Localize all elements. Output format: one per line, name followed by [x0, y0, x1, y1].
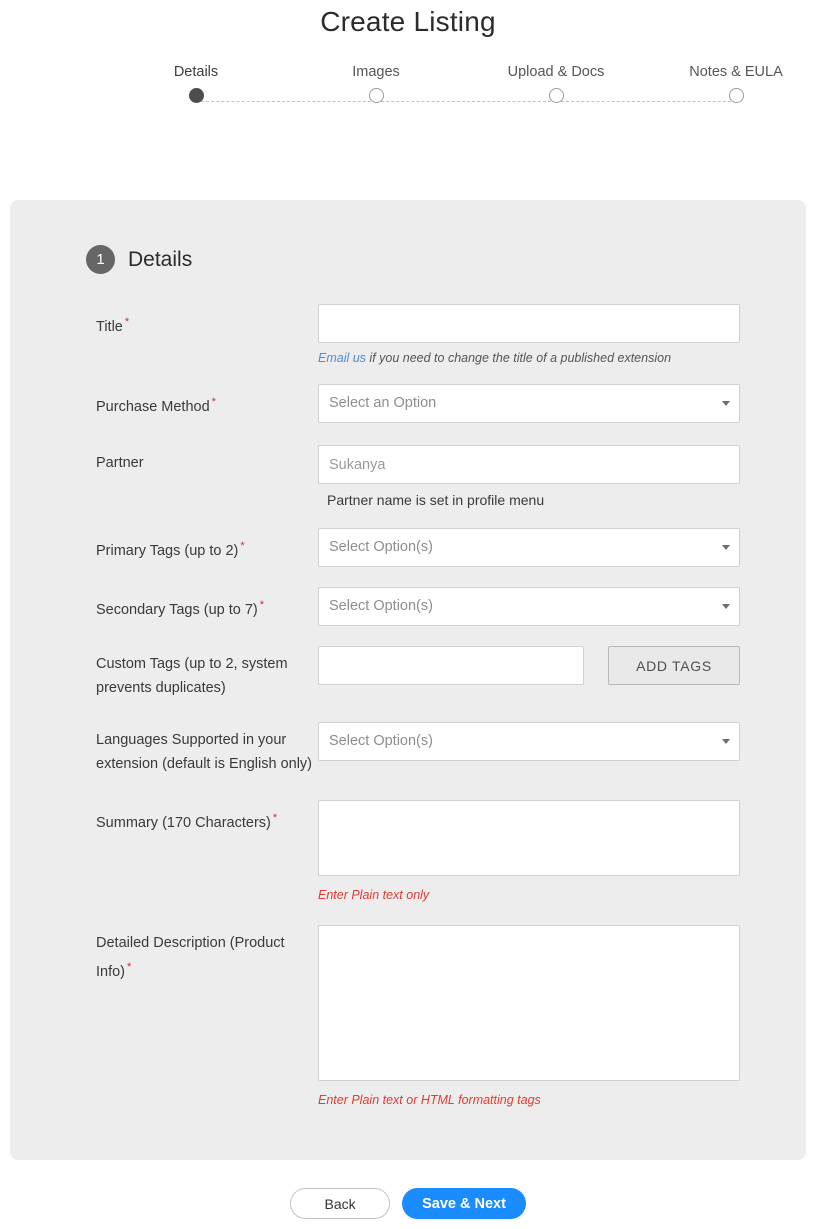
chevron-down-icon[interactable]: [722, 739, 730, 744]
title-input[interactable]: [318, 304, 740, 343]
step-notes-eula[interactable]: [656, 64, 816, 103]
label-description: [96, 925, 318, 1108]
label-custom-tags: Custom Tags (up to 2, system prevents duplicates): [96, 656, 288, 696]
save-next-button[interactable]: Save & Next: [402, 1188, 526, 1219]
label-partner: [96, 445, 318, 508]
field-row-languages: [10, 722, 806, 776]
control-summary: [318, 800, 742, 903]
required-marker: *: [124, 316, 130, 328]
label-text: Secondary Tags (up to 7): [96, 601, 258, 618]
label-text: Summary (170 Characters): [96, 814, 271, 831]
selected-value: Select Option(s): [329, 733, 433, 749]
step-label: Details: [173, 64, 219, 80]
selected-value: Select an Option: [329, 395, 437, 411]
field-row-title: [10, 304, 806, 366]
field-row-primary-tags: [10, 528, 806, 567]
control-description: [318, 925, 742, 1108]
field-row-partner: [10, 445, 806, 508]
section-header: [10, 200, 806, 274]
field-row-description: [10, 925, 806, 1108]
section-number-badge: 1: [86, 245, 115, 274]
back-button[interactable]: Back: [290, 1188, 390, 1219]
email-us-link[interactable]: Email us: [318, 351, 366, 365]
summary-textarea[interactable]: [318, 800, 740, 876]
languages-select[interactable]: [318, 722, 740, 761]
selected-value: Select Option(s): [329, 598, 433, 614]
partner-input[interactable]: [318, 445, 740, 484]
required-marker: *: [211, 396, 216, 408]
partner-hint: Partner name is set in profile menu: [327, 492, 545, 508]
required-marker: *: [127, 961, 132, 973]
title-hint: [318, 350, 742, 366]
step-dot: [549, 88, 564, 103]
label-text: Title: [96, 318, 123, 335]
label-text: Purchase Method: [96, 398, 210, 415]
field-row-custom-tags: [10, 646, 806, 700]
field-row-secondary-tags: [10, 587, 806, 626]
step-upload-docs[interactable]: [476, 64, 636, 103]
title-hint-rest: if you need to change the title of a published extension: [365, 351, 672, 365]
control-custom-tags: [318, 646, 742, 700]
field-row-purchase-method: [10, 384, 806, 423]
label-primary-tags: [96, 528, 318, 567]
secondary-tags-select[interactable]: [318, 587, 740, 626]
progress-stepper: [68, 64, 783, 124]
description-textarea[interactable]: [318, 925, 740, 1081]
step-label: Images: [352, 64, 400, 80]
step-details[interactable]: [116, 64, 276, 103]
page-title: Create Listing: [320, 6, 496, 37]
chevron-down-icon[interactable]: [722, 545, 730, 550]
label-text: Detailed Description (Product Info): [96, 935, 285, 980]
control-title: [318, 304, 742, 366]
label-text: Primary Tags (up to 2): [96, 542, 239, 559]
control-purchase-method: [318, 384, 742, 423]
description-hint: Enter Plain text or HTML formatting tags: [318, 1093, 541, 1107]
label-title: [96, 304, 318, 366]
chevron-down-icon[interactable]: [722, 604, 730, 609]
label-text: Partner: [96, 455, 144, 471]
field-row-summary: [10, 800, 806, 903]
section-title: Details: [128, 247, 193, 271]
label-secondary-tags: [96, 587, 318, 626]
selected-value: Select Option(s): [329, 539, 433, 555]
step-dot: [189, 88, 204, 103]
label-purchase-method: [96, 384, 318, 423]
control-primary-tags: [318, 528, 742, 567]
summary-hint: Enter Plain text only: [318, 888, 430, 902]
required-marker: *: [259, 599, 265, 611]
control-partner: [318, 445, 742, 508]
step-label: Upload & Docs: [507, 64, 605, 80]
step-dot: [729, 88, 744, 103]
primary-tags-select[interactable]: [318, 528, 740, 567]
step-images[interactable]: [296, 64, 456, 103]
label-summary: [96, 800, 318, 903]
control-languages: [318, 722, 742, 776]
required-marker: *: [240, 540, 245, 552]
add-tags-button[interactable]: ADD TAGS: [608, 646, 740, 685]
custom-tags-input[interactable]: [318, 646, 584, 685]
label-languages: Languages Supported in your extension (default is English only): [96, 732, 313, 772]
details-card: [10, 200, 806, 1160]
required-marker: *: [272, 812, 278, 824]
control-secondary-tags: [318, 587, 742, 626]
chevron-down-icon[interactable]: [722, 401, 730, 406]
details-form: [10, 274, 806, 1108]
form-footer: [0, 1188, 816, 1219]
step-label: Notes & EULA: [689, 64, 783, 80]
step-dot: [369, 88, 384, 103]
purchase-method-select[interactable]: [318, 384, 740, 423]
